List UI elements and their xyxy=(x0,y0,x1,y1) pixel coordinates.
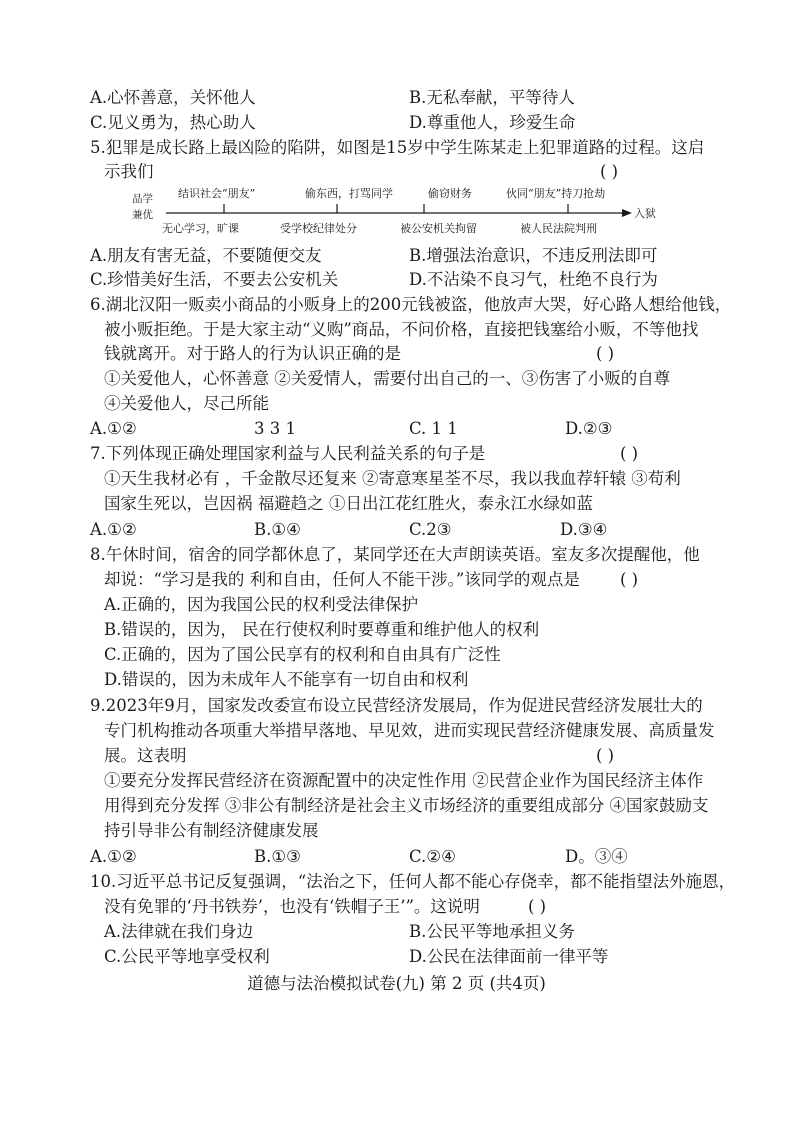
timeline-top-event-1: 结识社会“朋友” xyxy=(178,187,256,200)
timeline-start-bottom: 兼优 xyxy=(132,209,153,221)
q7-option-d: D.③④ xyxy=(560,520,608,539)
q4-option-c: C.见义勇为，热心助人 xyxy=(90,113,256,132)
q10-answer-paren: ( ) xyxy=(528,897,547,916)
q8-answer-paren: ( ) xyxy=(620,570,639,589)
q10-option-a: A.法律就在我们身边 xyxy=(104,922,254,941)
q6-stem-line-1: 6.湖北汉阳一贩卖小商品的小贩身上的200元钱被盗，他放声大哭，好心路人想给他钱， xyxy=(90,295,732,314)
q7-answer-paren: ( ) xyxy=(620,444,639,463)
q7-option-c: C.2③ xyxy=(409,520,452,539)
timeline-bottom-event-2: 受学校纪律处分 xyxy=(280,222,357,235)
q10-stem-line-2: 没有免罪的‘丹书铁券’，也没有‘铁帽子王’”。这说明 xyxy=(104,897,480,916)
q6-option-c: C. 1 1 xyxy=(409,419,458,438)
q9-option-a: A.①② xyxy=(90,847,137,866)
q6-item-line-2: ④关爱他人，尽己所能 xyxy=(104,394,269,413)
q8-option-d: D.错误的，因为未成年人不能享有一切自由和权利 xyxy=(104,670,469,689)
q7-stem: 7.下列体现正确处理国家利益与人民利益关系的句子是 xyxy=(90,444,486,463)
q10-option-b: B.公民平等地承担义务 xyxy=(409,922,575,941)
q6-stem-line-3: 钱就离开。对于路人的行为认识正确的是 xyxy=(104,344,401,363)
timeline-bottom-event-4: 被人民法院判刑 xyxy=(520,222,597,235)
q6-item-line-1: ①关爱他人，心怀善意 ②关爱情人，需要付出自己的一、③伤害了小贩的自尊 xyxy=(104,369,671,388)
q4-option-a: A.心怀善意，关怀他人 xyxy=(90,88,256,107)
q10-option-c: C.公民平等地享受权利 xyxy=(104,947,270,966)
q5-stem-line-1: 5.犯罪是成长路上最凶险的陷阱，如图是15岁中学生陈某走上犯罪道路的过程。这启 xyxy=(90,138,705,157)
q9-option-c: C.②④ xyxy=(409,847,456,866)
timeline-top-event-2: 偷东西，打骂同学 xyxy=(305,187,393,200)
q6-answer-paren: ( ) xyxy=(596,344,615,363)
q6-option-b: 3 3 1 xyxy=(254,419,296,438)
q9-answer-paren: ( ) xyxy=(596,746,615,765)
q9-option-b: B.①③ xyxy=(254,847,301,866)
q10-stem-line-1: 10.习近平总书记反复强调，“法治之下，任何人都不能心存侥幸，都不能指望法外施恩， xyxy=(90,872,736,891)
timeline-top-event-3: 偷窃财务 xyxy=(428,187,472,200)
q8-option-a: A.正确的，因为我国公民的权利受法律保护 xyxy=(104,595,419,614)
timeline-start-top: 品学 xyxy=(132,193,153,205)
q7-option-a: A.①② xyxy=(90,520,137,539)
q6-option-a: A.①② xyxy=(90,419,137,438)
q8-option-b: B.错误的，因为， 民在行使权利时要尊重和维护他人的权利 xyxy=(104,620,540,639)
page-footer: 道德与法治模拟试卷(九) 第 2 页 (共4页) xyxy=(247,974,546,993)
q9-item-line-1: ①要充分发挥民营经济在资源配置中的决定性作用 ②民营企业作为国民经济主体作 xyxy=(104,771,704,790)
q7-item-line-1: ①天生我材必有 ，千金散尽还复来 ②寄意寒星荃不尽，我以我血荐轩辕 ③苟利 xyxy=(104,469,681,488)
q5-timeline-figure xyxy=(128,180,668,238)
q9-stem-line-2: 专门机构推动各项重大举措早落地、早见效，进而实现民营经济健康发展、高质量发 xyxy=(104,721,715,740)
timeline-bottom-event-3: 被公安机关拘留 xyxy=(400,222,477,235)
q5-option-b: B.增强法治意识，不违反刑法即可 xyxy=(409,246,658,265)
q5-answer-paren: ( ) xyxy=(600,162,619,181)
q8-stem-line-1: 8.午休时间，宿舍的同学都休息了，某同学还在大声朗读英语。室友多次提醒他，他 xyxy=(90,545,700,564)
q4-option-d: D.尊重他人，珍爱生命 xyxy=(409,113,576,132)
q7-item-line-2: 国家生死以，岂因祸 福避趋之 ①日出江花红胜火，泰永江水绿如蓝 xyxy=(104,494,593,513)
q4-option-b: B.无私奉献，平等待人 xyxy=(409,88,575,107)
q6-stem-line-2: 被小贩拒绝。于是大家主动“义购”商品，不问价格，直接把钱塞给小贩，不等他找 xyxy=(104,320,699,339)
q5-option-a: A.朋友有害无益，不要随便交友 xyxy=(90,246,322,265)
timeline-arrow-icon xyxy=(622,209,632,217)
q9-stem-line-1: 9.2023年9月，国家发改委宣布设立民营经济发展局，作为促进民营经济发展壮大的 xyxy=(90,696,703,715)
timeline-top-event-4: 伙同“朋友”持刀抢劫 xyxy=(506,187,606,200)
q8-stem-line-2: 却说：“学习是我的 利和自由，任何人不能干涉。”该同学的观点是 xyxy=(104,570,580,589)
timeline-bottom-event-1: 无心学习，旷课 xyxy=(162,222,239,235)
timeline-end-label: 入狱 xyxy=(634,207,656,220)
q5-stem-line-2: 示我们 xyxy=(104,162,154,181)
q9-option-d: D。③④ xyxy=(565,847,628,866)
q9-item-line-2: 用得到充分发挥 ③非公有制经济是社会主义市场经济的重要组成部分 ④国家鼓励支 xyxy=(104,796,709,815)
q7-option-b: B.①④ xyxy=(254,520,301,539)
q9-item-line-3: 持引导非公有制经济健康发展 xyxy=(104,821,319,840)
q5-option-c: C.珍惜美好生活，不要去公安机关 xyxy=(90,270,339,289)
q10-option-d: D.公民在法律面前一律平等 xyxy=(409,947,609,966)
q6-option-d: D.②③ xyxy=(565,419,613,438)
q8-option-c: C.正确的，因为了国公民享有的权利和自由具有广泛性 xyxy=(104,645,501,664)
q5-option-d: D.不沾染不良习气，杜绝不良行为 xyxy=(409,270,658,289)
q9-stem-line-3: 展。这表明 xyxy=(104,746,187,765)
